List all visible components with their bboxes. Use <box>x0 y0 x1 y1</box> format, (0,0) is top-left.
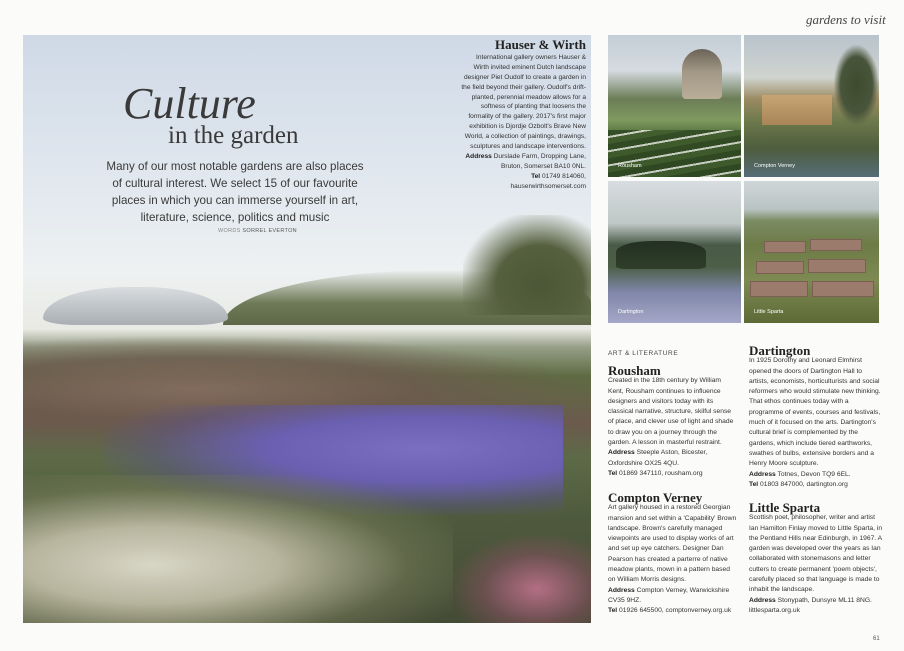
cedar-tree-shape <box>834 45 879 125</box>
byline-name: SORREL EVERTON <box>242 228 297 234</box>
entry-title: Compton Verney <box>608 490 703 505</box>
entry-little-sparta <box>749 500 883 616</box>
entry-tel: Tel 01803 847000, dartington.org <box>749 480 848 488</box>
stone-slab <box>810 239 862 251</box>
entry-body: In 1925 Dorothy and Leonard Elmhirst opened the doors of Dartington Hall to artists, economists, horticulturists and social reformers who would stimulate new thinking. That ethos continues today with a programme of events, courses and festivals, much of it focused on the arts. Dartington's cultural brief is complemented by the gardens, which include tiered earthworks, swathes of bulbs, extensive borders and a Henry Moore sculpture. <box>749 357 881 468</box>
running-head: gardens to visit <box>806 12 886 27</box>
entry-hauser-wirth <box>460 37 586 192</box>
feature-title: in the garden <box>168 122 299 149</box>
photo-little-sparta <box>744 181 879 323</box>
photo-rousham <box>608 35 741 177</box>
entry-title: Rousham <box>608 363 661 378</box>
hero-pavilion <box>43 287 228 325</box>
entry-tel: Tel 01749 814060, <box>531 172 586 180</box>
entry-body: International gallery owners Hauser & Wirth invited eminent Dutch landscape designer Piet Oudolf to create a garden in the field beyond their gallery. Oudolf's drift-planted, perennial meadow allows for a softness of planting that loosens the formality of the gallery. 2017's first major exhibition is Djordje Ozbolt's Brave New World, a collection of paintings, drawings, sculptures and landscape interventions. <box>461 53 586 151</box>
stone-slab <box>812 281 874 297</box>
page-number: 61 <box>873 636 880 642</box>
section-label: ART & LITERATURE <box>608 350 679 357</box>
hero-umbellifers <box>23 475 453 623</box>
entry-body: Scottish poet, philosopher, writer and artist Ian Hamilton Finlay moved to Little Sparta, in the Pentland Hills near Edinburgh, in 1967. A garden was developed over the years as Ian collaborated with stonemasons and letter cutters to create permanent 'poem objects', carefully placed so that language is made to inhabit the landscape. <box>749 514 883 594</box>
photo-dartington <box>608 181 741 323</box>
stone-slab <box>808 259 866 273</box>
photo-caption-dartington: Dartington <box>618 309 644 315</box>
entry-website: hauserwirthsomerset.com <box>510 182 586 190</box>
feature-title-script: Culture <box>123 79 256 128</box>
entry-address: Address Stonypath, Dunsyre ML11 8NG. <box>749 596 872 604</box>
entry-address: Address Durslade Farm, Dropping Lane, Bruton, Somerset BA10 0NL. <box>465 152 586 170</box>
stone-slab <box>750 281 808 297</box>
parterre-shape <box>608 130 741 177</box>
byline-label: WORDS <box>218 228 241 234</box>
feature-standfirst: Many of our most notable gardens are also places of cultural interest. We select 15 of our favourite places in which you can immerse yourself in art, literature, science, politics and music <box>106 160 364 224</box>
topiary-shape <box>616 241 706 269</box>
entry-title: Hauser & Wirth <box>494 37 586 52</box>
entry-address: Address Compton Verney, Warwickshire CV35 9HZ. <box>608 586 730 604</box>
hero-trees <box>463 215 591 315</box>
photo-compton-verney <box>744 35 879 177</box>
photo-caption-rousham: Rousham <box>618 163 642 169</box>
entry-body: Art gallery housed in a restored Georgian mansion and set within a 'Capability' Brown landscape. Brown's carefully managed viewpoints are used to display works of art and set up eye catchers. Designer Dan Pearson has created a parterre of native meadow plants, mown in a pattern based on William Morris designs. <box>608 504 737 584</box>
entry-compton-verney <box>608 490 738 617</box>
entry-dartington <box>749 343 883 490</box>
entry-tel: Tel 01926 645500, comptonverney.org.uk <box>608 607 732 615</box>
hero-pink-flowers <box>453 535 591 623</box>
entry-address: Address Steeple Aston, Bicester, Oxfordshire OX25 4QU. <box>608 449 708 467</box>
stone-slab <box>764 241 806 253</box>
mansion-shape <box>762 95 832 125</box>
entry-website: littlesparta.org.uk <box>749 606 800 614</box>
entry-title: Little Sparta <box>749 500 821 515</box>
entry-tel: Tel 01869 347110, rousham.org <box>608 469 703 477</box>
entry-rousham <box>608 363 736 479</box>
photo-caption-sparta: Little Sparta <box>754 309 784 315</box>
entry-address: Address Totnes, Devon TQ9 6EL. <box>749 470 851 478</box>
stone-slab <box>756 261 804 274</box>
entry-body: Created in the 18th century by William Kent, Rousham continues to influence designers and visitors today with its classical narrative, structure, skilful sense of place, and clever use of light and shade to draw you on a journey through the garden. A lesson in masterful restraint. <box>608 377 734 447</box>
dovecote-shape <box>682 49 722 99</box>
entry-title: Dartington <box>749 343 811 358</box>
byline <box>218 228 297 234</box>
photo-caption-compton: Compton Verney <box>754 163 795 169</box>
